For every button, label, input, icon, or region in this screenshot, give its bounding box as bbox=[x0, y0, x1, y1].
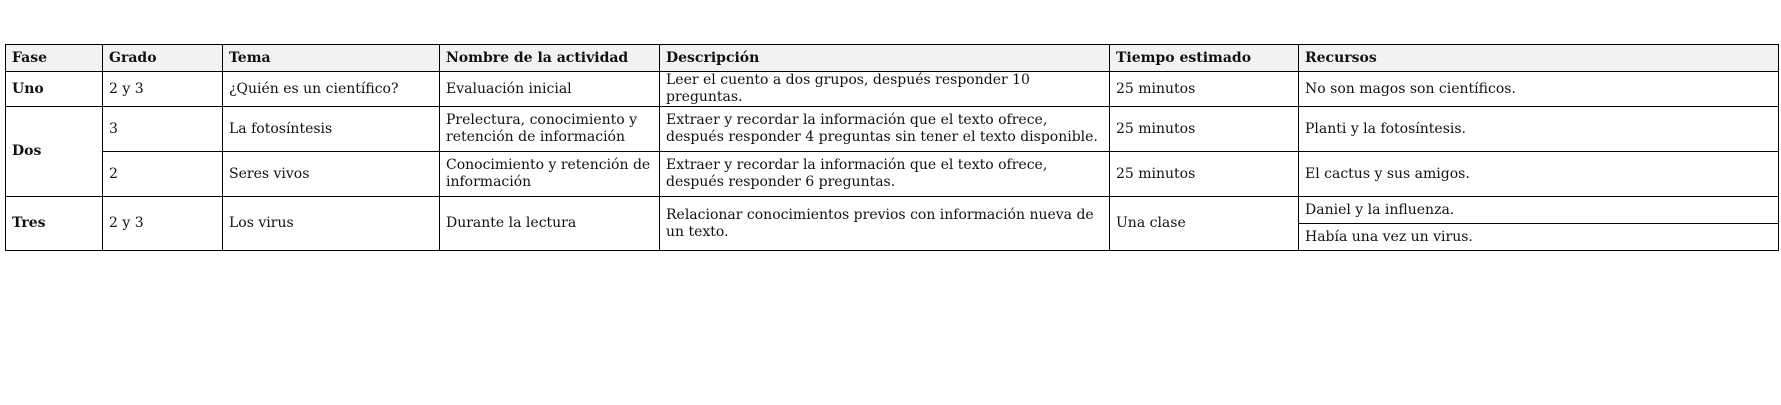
cell-descripcion: Leer el cuento a dos grupos, después responder 10 preguntas. bbox=[660, 72, 1110, 107]
cell-descripcion: Extraer y recordar la información que el texto ofrece, después responder 4 preguntas sin tener el texto disponible. bbox=[660, 107, 1110, 152]
cell-recursos: El cactus y sus amigos. bbox=[1299, 152, 1779, 197]
cell-actividad: Prelectura, conocimiento y retención de información bbox=[440, 107, 660, 152]
cell-actividad: Durante la lectura bbox=[440, 197, 660, 251]
cell-descripcion: Relacionar conocimientos previos con información nueva de un texto. bbox=[660, 197, 1110, 251]
cell-tema: Seres vivos bbox=[223, 152, 440, 197]
cell-tema: Los virus bbox=[223, 197, 440, 251]
cell-recursos: Había una vez un virus. bbox=[1299, 224, 1779, 251]
cell-descripcion: Extraer y recordar la información que el texto ofrece, después responder 6 preguntas. bbox=[660, 152, 1110, 197]
header-actividad: Nombre de la actividad bbox=[440, 45, 660, 72]
cell-tiempo: 25 minutos bbox=[1110, 152, 1299, 197]
cell-recursos: Planti y la fotosíntesis. bbox=[1299, 107, 1779, 152]
cell-tema: La fotosíntesis bbox=[223, 107, 440, 152]
header-row bbox=[6, 45, 1779, 72]
table-row bbox=[6, 72, 1779, 107]
table-row bbox=[6, 197, 1779, 224]
table-row bbox=[6, 107, 1779, 152]
cell-fase: Uno bbox=[6, 72, 103, 107]
cell-fase: Tres bbox=[6, 197, 103, 251]
activities-table bbox=[5, 44, 1779, 251]
header-grado: Grado bbox=[103, 45, 223, 72]
cell-tiempo: Una clase bbox=[1110, 197, 1299, 251]
cell-grado: 2 y 3 bbox=[103, 197, 223, 251]
cell-fase: Dos bbox=[6, 107, 103, 197]
activities-table-container bbox=[5, 44, 1779, 251]
header-tema: Tema bbox=[223, 45, 440, 72]
table-row bbox=[6, 152, 1779, 197]
cell-tema: ¿Quién es un científico? bbox=[223, 72, 440, 107]
cell-tiempo: 25 minutos bbox=[1110, 72, 1299, 107]
header-fase: Fase bbox=[6, 45, 103, 72]
cell-tiempo: 25 minutos bbox=[1110, 107, 1299, 152]
cell-actividad: Evaluación inicial bbox=[440, 72, 660, 107]
cell-recursos: No son magos son científicos. bbox=[1299, 72, 1779, 107]
cell-grado: 3 bbox=[103, 107, 223, 152]
header-descripcion: Descripción bbox=[660, 45, 1110, 72]
cell-recursos: Daniel y la influenza. bbox=[1299, 197, 1779, 224]
cell-grado: 2 y 3 bbox=[103, 72, 223, 107]
cell-grado: 2 bbox=[103, 152, 223, 197]
header-recursos: Recursos bbox=[1299, 45, 1779, 72]
cell-actividad: Conocimiento y retención de información bbox=[440, 152, 660, 197]
header-tiempo: Tiempo estimado bbox=[1110, 45, 1299, 72]
